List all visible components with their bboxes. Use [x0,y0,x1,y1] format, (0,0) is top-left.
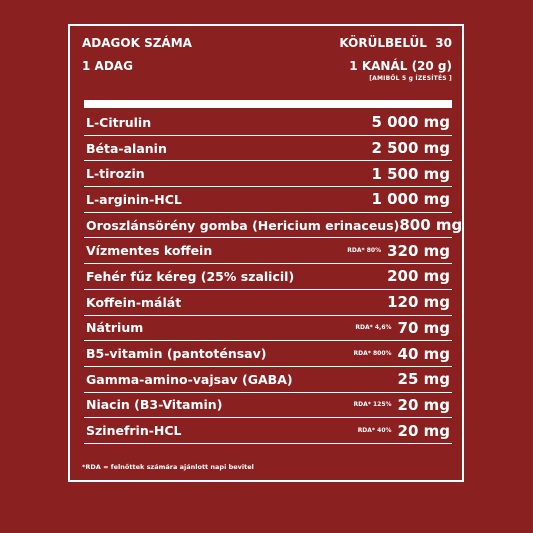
ingredient-name: Nátrium [86,320,144,336]
servings-label: ADAGOK SZÁMA [82,36,192,50]
ingredient-values [371,139,452,157]
ingredient-amount: 40 mg [397,344,450,363]
ingredient-row [84,316,452,342]
serving-size-row [82,59,452,73]
ingredient-amount: 25 mg [397,370,450,389]
ingredient-name: Vízmentes koffein [86,243,213,259]
ingredient-row [84,393,452,419]
ingredient-row [84,290,452,316]
ingredient-row [84,161,452,187]
ingredient-values [347,242,452,260]
ingredient-values [371,190,452,208]
ingredient-values [398,370,452,388]
ingredient-name: Gamma-amino-vajsav (GABA) [86,371,293,387]
ingredient-row [84,367,452,393]
ingredient-values [355,319,452,337]
ingredient-values [371,113,452,131]
ingredient-name: L-Citrulin [86,114,152,130]
ingredient-amount: 320 mg [387,241,450,260]
ingredient-name: Szinefrin-HCL [86,423,182,439]
serving-size-note: [AMIBŐL 5 g ÍZESÍTÉS ] [369,75,452,82]
ingredient-row [84,110,452,136]
ingredient-row [84,341,452,367]
servings-value: KÖRÜLBELÜL 30 [339,36,452,50]
rda-percent: RDA* 4,6% [355,324,392,332]
ingredient-amount: 200 mg [387,267,450,286]
rda-footnote: *RDA = felnőttek számára ajánlott napi bevitel [82,463,254,471]
ingredient-row [84,418,452,444]
ingredient-amount: 5 000 mg [371,113,450,132]
ingredient-name: B5-vitamin (pantoténsav) [86,346,267,362]
servings-row [82,36,452,50]
rda-percent: RDA* 80% [347,247,382,255]
header-divider [84,100,452,108]
ingredient-name: Oroszlánsörény gomba (Hericium erinaceus) [86,217,400,233]
nutrition-facts-panel [68,24,464,482]
ingredient-values [358,422,452,440]
ingredient-amount: 800 mg [399,216,463,235]
ingredient-row [84,238,452,264]
serving-size-label: 1 ADAG [82,59,133,73]
ingredient-row [84,264,452,290]
ingredient-name: L-tirozin [86,166,145,182]
ingredient-name: Niacin (B3-Vitamin) [86,397,223,413]
ingredient-amount: 2 500 mg [371,139,450,158]
ingredient-values [387,293,452,311]
ingredient-values [354,345,452,363]
ingredient-row [84,213,463,239]
ingredient-amount: 20 mg [397,395,450,414]
rda-percent: RDA* 40% [357,427,392,435]
ingredient-values [354,396,452,414]
ingredient-amount: 20 mg [397,421,450,440]
ingredient-amount: 70 mg [397,318,450,337]
ingredient-name: Koffein-málát [86,294,182,310]
ingredient-values [399,216,464,234]
ingredient-values [371,165,452,183]
ingredient-amount: 1 500 mg [371,164,450,183]
ingredient-list [84,110,463,444]
serving-size-value: 1 KANÁL (20 g) [349,59,452,73]
ingredient-amount: 1 000 mg [371,190,450,209]
ingredient-values [387,267,452,285]
ingredient-row [84,187,452,213]
rda-percent: RDA* 125% [353,401,392,409]
ingredient-amount: 120 mg [387,293,450,312]
ingredient-row [84,136,452,162]
ingredient-name: Béta-alanin [86,140,167,156]
ingredient-name: L-arginin-HCL [86,191,182,207]
rda-percent: RDA* 800% [353,350,392,358]
ingredient-name: Fehér fűz kéreg (25% szalicil) [86,268,295,284]
